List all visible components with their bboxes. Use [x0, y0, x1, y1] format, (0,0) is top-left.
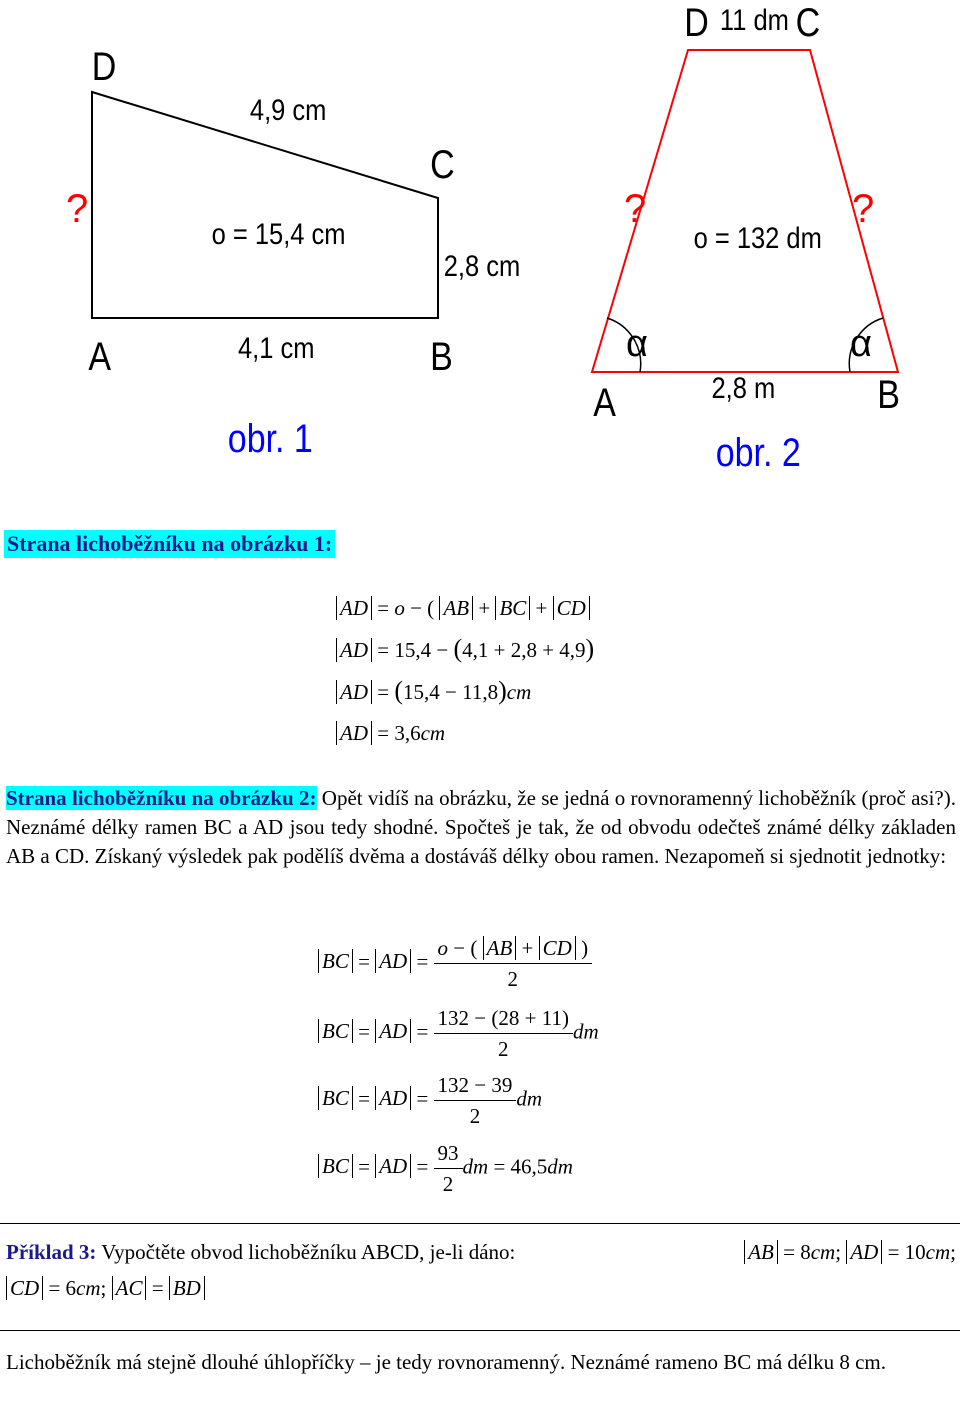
- solution3-paragraph: Lichoběžník má stejně dlouhé úhlopříčky – je tedy rovnoramenný. Neznámé rameno BC má délku 8 cm.: [6, 1350, 886, 1374]
- example3-given-2: CD = 6cm; AC = BD: [6, 1276, 205, 1300]
- equation-4: AD = 3,6cm: [336, 720, 445, 746]
- fig2-unknown-right: ?: [852, 187, 875, 231]
- fig2-angle-B: α: [850, 323, 872, 365]
- fig2-caption: obr. 2: [715, 429, 801, 475]
- separator-bottom: [0, 1330, 960, 1331]
- example3-heading: Příklad 3:: [6, 1240, 97, 1264]
- fig1-label-C: C: [430, 141, 455, 187]
- section1-heading: Strana lichoběžníku na obrázku 1:: [4, 530, 335, 558]
- fig1-label-B: B: [430, 333, 453, 379]
- fig1-label-A: A: [88, 333, 112, 379]
- separator-top: [0, 1223, 960, 1224]
- fig1-unknown: ?: [66, 187, 89, 231]
- fig2-perimeter: o = 132 dm: [693, 221, 822, 255]
- example3-given-1: AB = 8cm; AD = 10cm;: [744, 1234, 956, 1270]
- section2-paragraph: [6, 784, 956, 871]
- fig2-unknown-left: ?: [624, 187, 647, 231]
- equation-5: BC = AD = $\frac{o - ( AB + CD )}{2}$: [318, 935, 592, 992]
- fig2-label-B: B: [877, 371, 900, 417]
- equation-8: BC = AD = $\frac{93}{2}$ dm = 46,5dm: [318, 1140, 573, 1197]
- section2-heading: Strana lichoběžníku na obrázku 2:: [6, 786, 317, 810]
- example3-text: Vypočtěte obvod lichoběžníku ABCD, je-li dáno:: [96, 1240, 516, 1264]
- fig1-side-DC: 4,9 cm: [249, 93, 327, 127]
- figures: [0, 0, 960, 500]
- fig1-perimeter: o = 15,4 cm: [211, 217, 346, 251]
- equation-3: AD = (15,4 − 11,8)cm: [336, 678, 531, 705]
- figure-1: [66, 43, 520, 460]
- fig2-angle-A: α: [626, 323, 648, 365]
- section2-text: Opět vidíš na obrázku, že se jedná o rovnoramenný lichoběžník (proč asi?). Neznámé délky ramen BC a AD jsou tedy shodné. Spočteš je tak, že od obvodu odečteš známé délky základen AB a CD. Získaný výsledek pak podělíš dvěma a dostáváš délky obou ramen. Nezapomeň si sjednotit jednotky:: [6, 786, 956, 868]
- fig2-side-AB: 2,8 m: [711, 371, 776, 405]
- fig2-side-DC: 11 dm: [719, 3, 789, 37]
- fig1-side-CB: 2,8 cm: [443, 249, 521, 283]
- equation-6: BC = AD = $\frac{132 - (28 + 11)}{2}$ dm: [318, 1005, 599, 1062]
- equation-1: AD = o − ( AB + BC + CD: [336, 595, 590, 621]
- fig2-label-C: C: [795, 0, 821, 45]
- equation-2: AD = 15,4 − (4,1 + 2,8 + 4,9): [336, 636, 594, 663]
- fig1-label-D: D: [91, 43, 117, 89]
- fig1-side-AB: 4,1 cm: [238, 331, 315, 365]
- example3-paragraph: [6, 1234, 956, 1306]
- figure-2: [592, 0, 900, 475]
- equation-7: BC = AD = $\frac{132 - 39}{2}$ dm: [318, 1072, 542, 1129]
- fig1-caption: obr. 1: [227, 415, 313, 461]
- fig2-label-D: D: [684, 0, 709, 45]
- fig2-label-A: A: [593, 379, 616, 425]
